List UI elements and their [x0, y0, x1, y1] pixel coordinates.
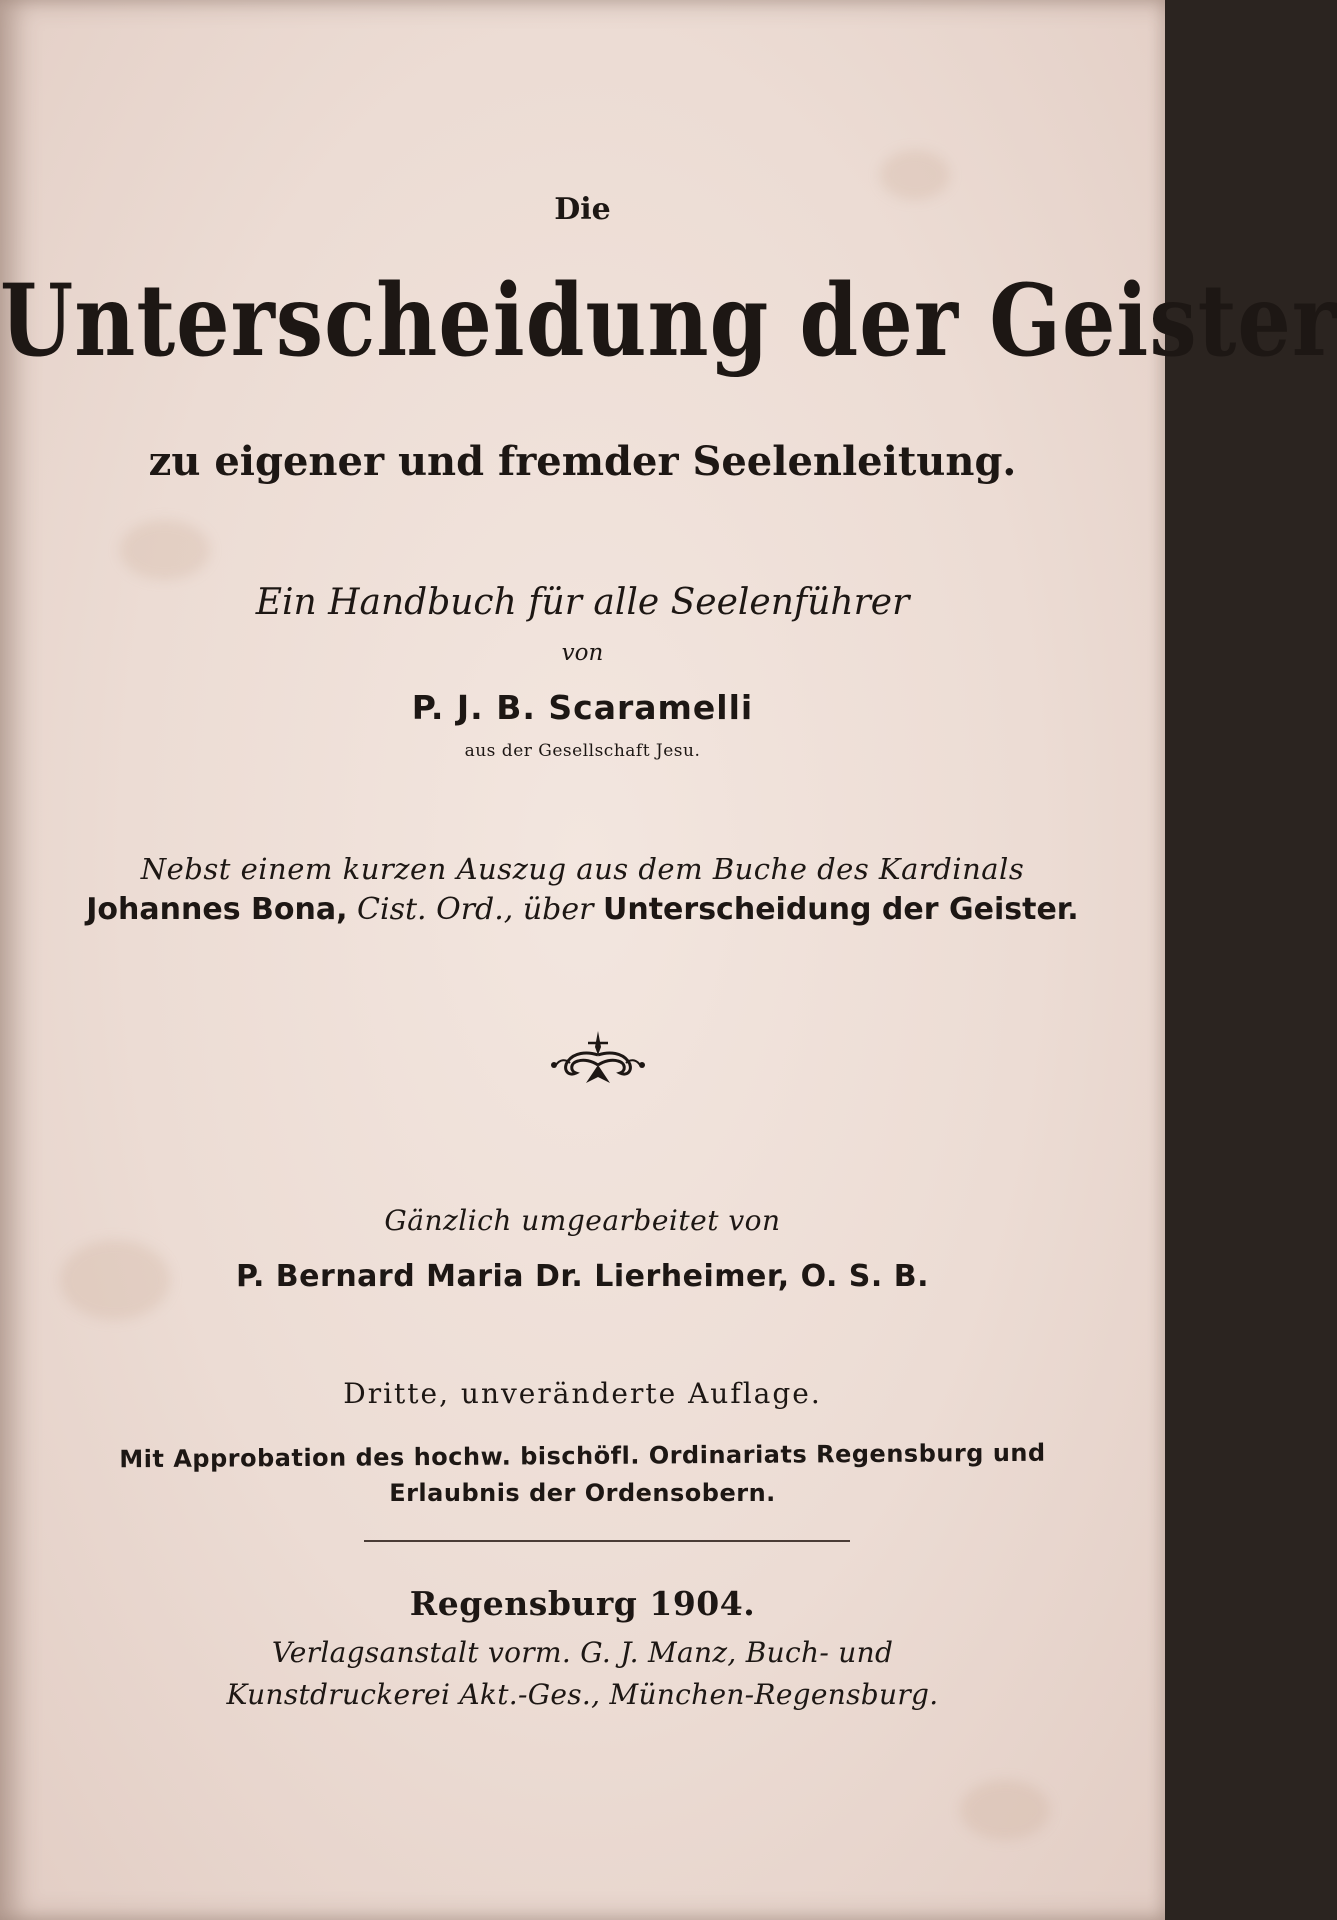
approbation-line-2: Erlaubnis der Ordensobern. — [389, 1479, 776, 1507]
edition-statement: Dritte, unveränderte Auflage. — [343, 1377, 822, 1410]
by-label: von — [561, 640, 604, 666]
title-article: Die — [554, 192, 611, 227]
author-name: P. J. B. Scaramelli — [411, 688, 754, 727]
subtitle: zu eigener und fremder Seelenleitung. — [148, 438, 1017, 485]
approbation-line-1: Mit Approbation des hochw. bischöfl. Ordinariats Regensburg und — [119, 1438, 1046, 1474]
supplement-topic: Unterscheidung der Geister. — [603, 892, 1079, 927]
divider-rule — [364, 1540, 850, 1542]
main-title: Unterscheidung der Geister — [0, 262, 1337, 379]
supplement-author: Johannes Bona, — [86, 892, 348, 927]
author-affiliation: aus der Gesellschaft Jesu. — [464, 741, 701, 761]
supplement-author-line — [0, 892, 1165, 927]
supplement-line: Nebst einem kurzen Auszug aus dem Buche des Kardinals — [140, 852, 1025, 886]
paper-stain — [960, 1780, 1050, 1840]
publisher-line-1: Verlagsanstalt vorm. G. J. Manz, Buch- und — [271, 1636, 894, 1669]
paper-stain — [120, 520, 210, 580]
revised-by-label: Gänzlich umgearbeitet von — [384, 1204, 781, 1237]
fleuron-ornament-icon — [548, 1025, 648, 1091]
description: Ein Handbuch für alle Seelenführer — [255, 582, 910, 623]
supplement-order: Cist. Ord., über — [347, 892, 603, 927]
publisher-line-2: Kunstdruckerei Akt.-Ges., München-Regensburg. — [226, 1678, 939, 1711]
place-and-year: Regensburg 1904. — [409, 1584, 756, 1623]
reviser-name: P. Bernard Maria Dr. Lierheimer, O. S. B. — [235, 1259, 930, 1294]
